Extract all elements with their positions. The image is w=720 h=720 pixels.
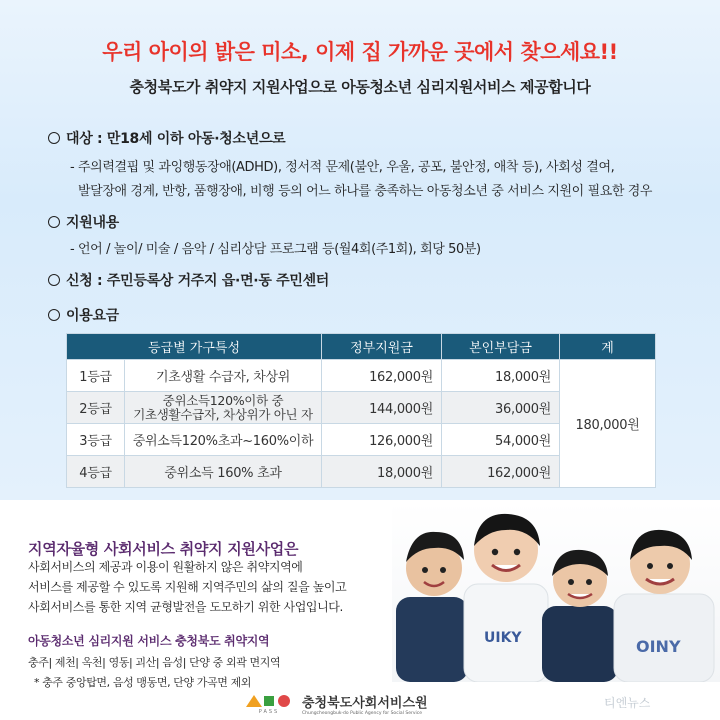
shirt-print-2: OINY: [636, 637, 681, 656]
org-name: 충청북도사회서비스원: [302, 696, 428, 711]
fee-table: [66, 333, 656, 488]
target-title: 대상 : 만18세 이하 아동·청소년으로: [66, 131, 286, 147]
table-row: [67, 360, 656, 392]
circle-bullet-icon: [48, 216, 60, 228]
apply-title: 신청 : 주민등록상 거주지 읍·면·동 주민센터: [66, 273, 330, 289]
grade-cell: 4등급: [67, 456, 125, 488]
total-cell: 180,000원: [560, 360, 656, 488]
circle-bullet-icon: [48, 132, 60, 144]
bottom-line-2: 서비스를 제공할 수 있도록 지원해 지역주민의 삶의 질을 높이고: [28, 580, 347, 594]
self-cell: 36,000원: [442, 392, 560, 424]
target-line-2: 발달장애 경계, 반항, 품행장애, 비행 등의 어느 하나를 충족하는 아동청소년 중 서비스 지원이 필요한 경우: [78, 184, 653, 199]
grade-cell: 2등급: [67, 392, 125, 424]
headline: 우리 아이의 밝은 미소, 이제 집 가까운 곳에서 찾으세요!!: [102, 40, 618, 64]
gov-cell: 126,000원: [322, 424, 442, 456]
gov-cell: 18,000원: [322, 456, 442, 488]
desc-cell: 중위소득120%초과~160%이하: [125, 424, 322, 456]
bottom-title: 지역자율형 사회서비스 취약지 지원사업은: [28, 540, 299, 558]
section-fee: [48, 305, 119, 325]
region-title: 아동청소년 심리지원 서비스 충청북도 취약지역: [28, 634, 270, 648]
region-list: 충주| 제천| 옥천| 영동| 괴산| 음성| 단양 중 외곽 면지역: [28, 656, 281, 669]
desc-line-1: 중위소득120%이하 중: [162, 392, 284, 408]
fee-table-header: [67, 334, 656, 360]
subheadline: 충청북도가 취약지 지원사업으로 아동청소년 심리지원서비스 제공합니다: [129, 78, 591, 96]
circle-bullet-icon: [48, 274, 60, 286]
self-cell: 18,000원: [442, 360, 560, 392]
header-self: 본인부담금: [442, 334, 560, 360]
watermark: 티엔뉴스: [604, 696, 651, 710]
gov-cell: 162,000원: [322, 360, 442, 392]
section-apply: [48, 270, 329, 290]
section-target: [48, 128, 285, 148]
support-title: 지원내용: [66, 215, 119, 231]
self-cell: 54,000원: [442, 424, 560, 456]
gov-cell: 144,000원: [322, 392, 442, 424]
desc-line-2: 기초생활수급자, 차상위가 아닌 자: [133, 406, 313, 422]
desc-cell: [125, 392, 322, 424]
section-support: [48, 212, 119, 232]
region-note: * 충주 중앙탑면, 음성 맹동면, 단양 가곡면 제외: [34, 676, 252, 689]
shirt-print-1: UIKY: [484, 630, 522, 646]
grade-cell: 1등급: [67, 360, 125, 392]
header-total: 계: [560, 334, 656, 360]
support-line-1: - 언어 / 놀이/ 미술 / 음악 / 심리상담 프로그램 등(월4회(주1회), 회당 50분): [70, 242, 481, 257]
org-logo: [244, 692, 428, 716]
desc-cell: 기초생활 수급자, 차상위: [125, 360, 322, 392]
desc-cell: 중위소득 160% 초과: [125, 456, 322, 488]
logo-mark-icon: [244, 693, 294, 715]
header-grade-desc: 등급별 가구특성: [67, 334, 322, 360]
grade-cell: 3등급: [67, 424, 125, 456]
circle-bullet-icon: [48, 309, 60, 321]
children-photo: [392, 502, 720, 682]
target-line-1: - 주의력결핍 및 과잉행동장애(ADHD), 정서적 문제(불안, 우울, 공포, 불안정, 애착 등), 사회성 결여,: [70, 160, 615, 175]
bottom-line-3: 사회서비스를 통한 지역 균형발전을 도모하기 위한 사업입니다.: [28, 600, 343, 614]
fee-title: 이용요금: [66, 308, 119, 324]
self-cell: 162,000원: [442, 456, 560, 488]
bottom-line-1: 사회서비스의 제공과 이용이 원활하지 않은 취약지역에: [28, 560, 303, 574]
header-gov: 정부지원금: [322, 334, 442, 360]
org-name-english: Chungcheongbuk-do Public Agency for Social Service: [302, 711, 422, 716]
pass-label: PASS: [258, 709, 280, 715]
